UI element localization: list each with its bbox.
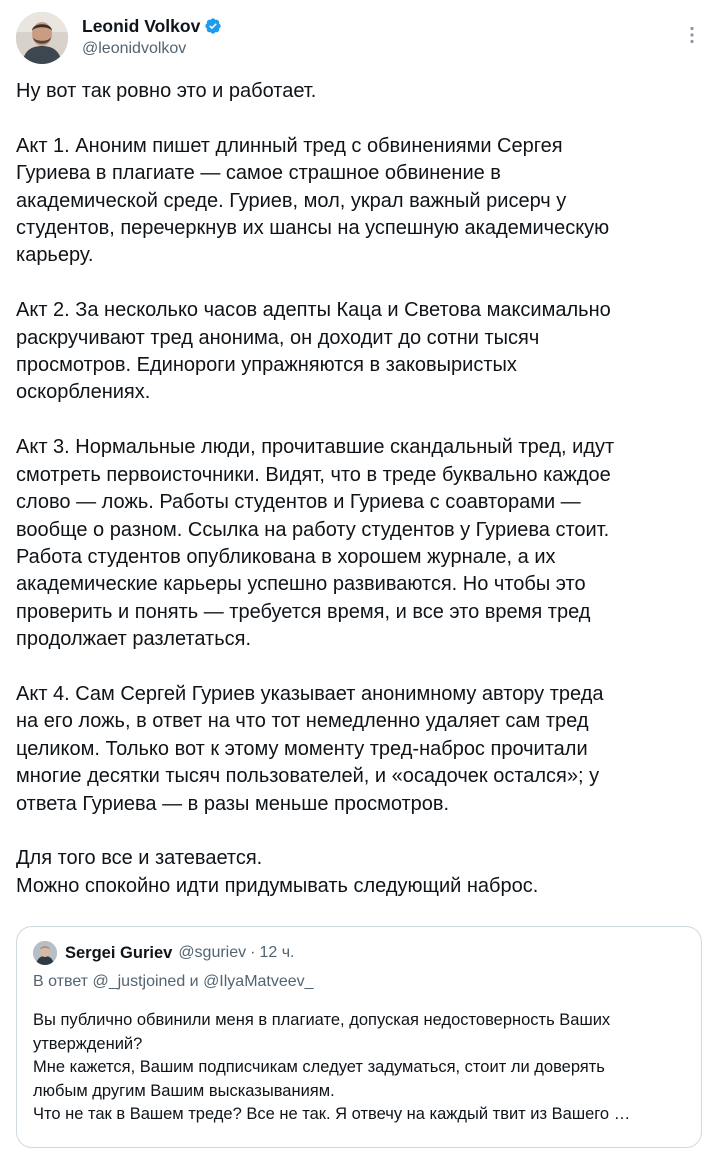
quoted-tweet-header (33, 941, 295, 965)
reply-mention-1: @_justjoined (92, 973, 186, 990)
quoted-author-avatar (33, 941, 57, 965)
more-options-button[interactable] (680, 22, 704, 48)
quoted-tweet-card[interactable] (16, 926, 702, 1148)
quoted-author-name: Sergei Guriev (65, 943, 173, 962)
author-name-row[interactable] (82, 15, 222, 37)
more-vertical-icon (689, 25, 695, 45)
reply-mention-2: @IlyaMatveev_ (203, 973, 314, 990)
quoted-reply-context (33, 973, 314, 991)
tweet-text: Ну вот так ровно это и работает. Акт 1. Аноним пишет длинный тред с обвинениями Сергея Гуриева в плагиате — самое страшное обвинение в академической среде. Гуриев, мол, украл важный рисерч у студентов, перечеркнув их шансы на успешную академическую карьеру. Акт 2. За несколько часов адепты Каца и Светова максимально раскручивают тред анонима, он доходит до сотни тысяч просмотров. Единороги упражняются в заковыристых оскорблениях. Акт 3. Нормальные люди, прочитавшие скандальный тред, идут смотреть первоисточники. Видят, что в треде буквально каждое слово — ложь. Работы студентов и Гуриева с соавторами — вообще о разном. Ссылка на работу студентов у Гуриева стоит. Работа студентов опубликована в хорошем журнале, а их академические карьеры успешно развиваются. Но чтобы это проверить и понять — требуется время, и все это время тред продолжает разлетаться. Акт 4. Сам Сергей Гуриев указывает анонимному автору треда на его ложь, в ответ на что тот немедленно удаляет сам тред целиком. Только вот к этому моменту тред-наброс прочитали многие десятки тысяч пользователей, и «осадочек остался»; у ответа Гуриева — в разы меньше просмотров. Для того все и затевается. Можно спокойно идти придумывать следующий наброс. (16, 80, 615, 897)
verified-badge-icon (204, 17, 222, 35)
reply-prefix: В ответ (33, 973, 89, 990)
author-handle[interactable]: @leonidvolkov (82, 40, 187, 57)
quoted-tweet-text: Вы публично обвинили меня в плагиате, допуская недостоверность Ваших утверждений? Мне кажется, Вашим подписчикам следует задуматься, стоит ли доверять любым другим Вашим высказываниям. Что не так в Вашем треде? Все не так. Я отвечу на каждый твит из Вашего … (33, 1011, 631, 1124)
separator-dot: · (250, 944, 256, 961)
reply-and: и (189, 973, 199, 990)
quoted-author-handle: @sguriev (178, 944, 247, 961)
quoted-tweet-time: 12 ч. (259, 944, 295, 961)
author-avatar[interactable] (16, 12, 68, 64)
author-display-name[interactable]: Leonid Volkov (82, 15, 201, 36)
tweet-header (16, 12, 704, 64)
